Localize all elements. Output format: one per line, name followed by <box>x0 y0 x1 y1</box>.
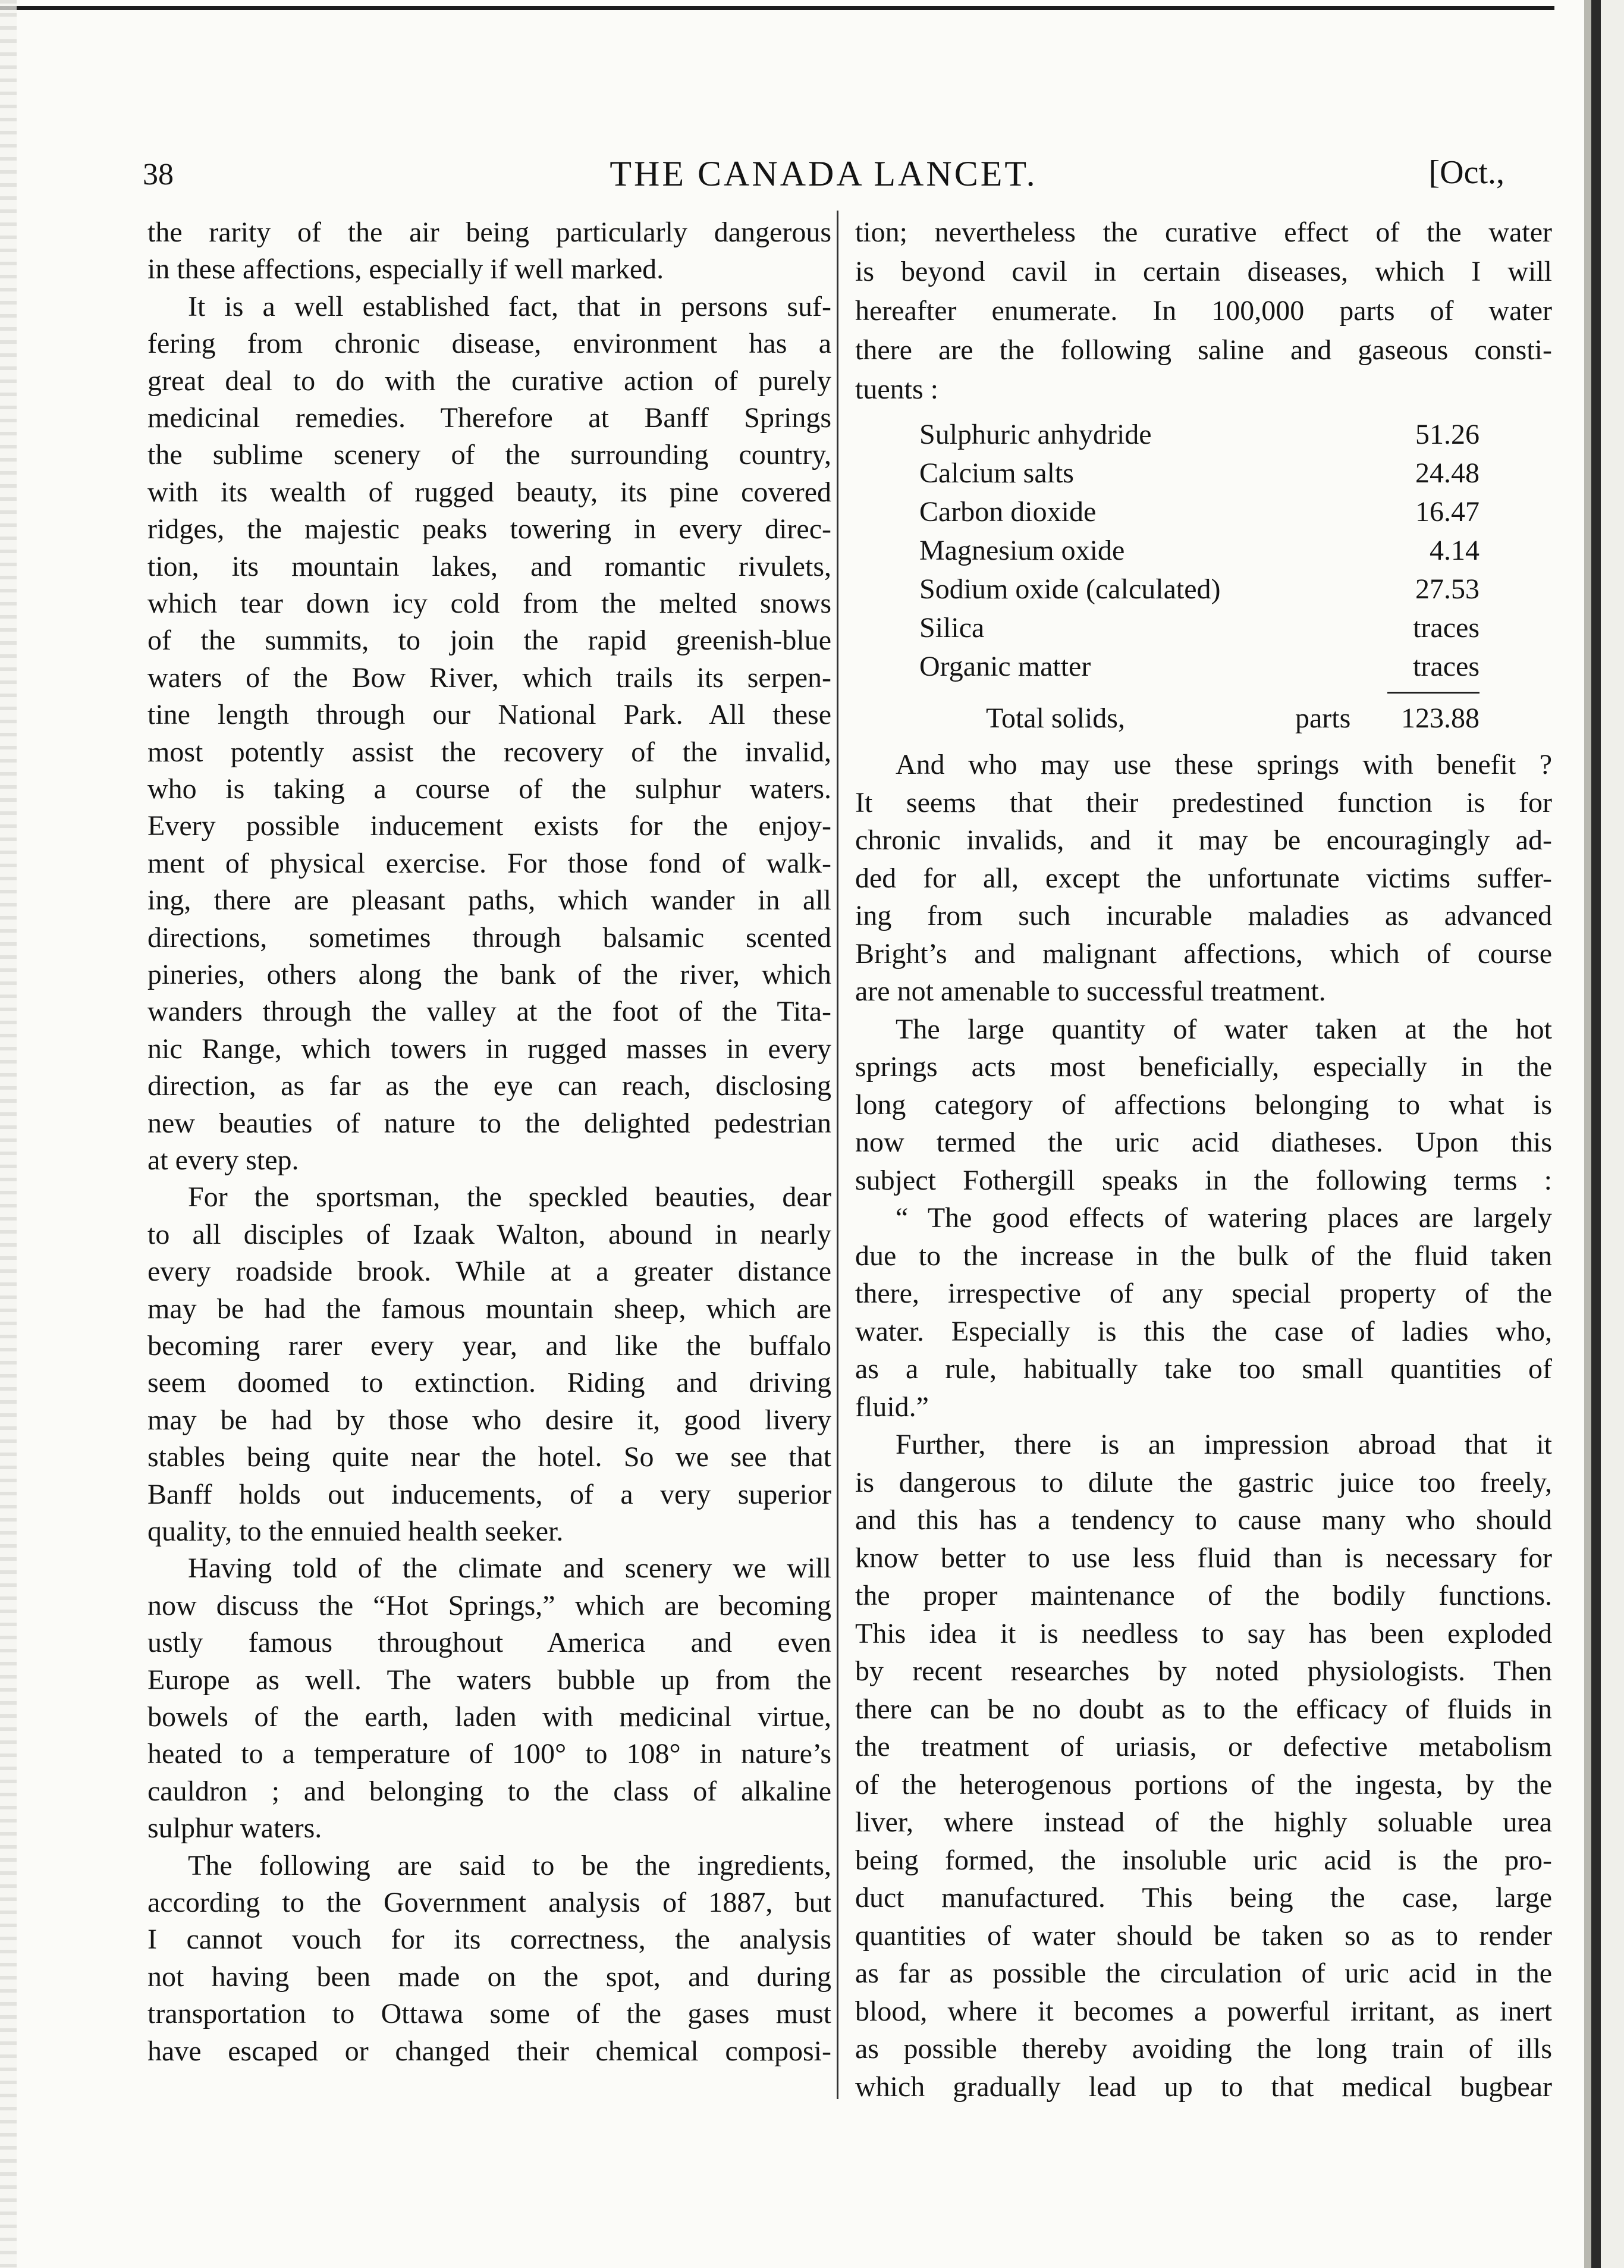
constituent-value: 16.47 <box>1415 496 1479 528</box>
text-line: This idea it is needless to say has been exploded <box>855 1617 1552 1649</box>
text-line: tion, its mountain lakes, and romantic rivulets, <box>147 550 831 582</box>
text-line: great deal to do with the curative action of purely <box>147 365 831 397</box>
text-line: ing from such incurable maladies as advanced <box>855 900 1552 931</box>
left-column <box>147 208 831 2106</box>
text-line: the sublime scenery of the surrounding country, <box>147 439 831 471</box>
text-line: Every possible inducement exists for the enjoy- <box>147 810 831 842</box>
text-line: directions, sometimes through balsamic scented <box>147 921 831 953</box>
analysis-row <box>855 608 1552 648</box>
text-line: And who may use these springs with benefit ? <box>896 749 1552 780</box>
top-rule <box>0 6 1570 10</box>
text-line: of the heterogenous portions of the ingesta, by the <box>855 1768 1552 1800</box>
text-line: the treatment of uriasis, or defective metabolism <box>855 1731 1552 1762</box>
constituent-name: Silica <box>919 612 985 644</box>
text-line: bowels of the earth, laden with medicinal virtue, <box>147 1701 831 1733</box>
text-line: seem doomed to extinction. Riding and driving <box>147 1367 831 1399</box>
text-line: is beyond cavil in certain diseases, which I will <box>855 256 1552 287</box>
constituent-name: Sodium oxide (calculated) <box>919 573 1221 605</box>
text-line: It is a well established fact, that in persons suf- <box>188 290 831 322</box>
text-line: heated to a temperature of 100° to 108° in nature’s <box>147 1738 831 1770</box>
text-line: by recent researches by noted physiologists. Then <box>855 1655 1552 1687</box>
text-line: are not amenable to successful treatment. <box>855 975 1326 1007</box>
text-line: duct manufactured. This being the case, large <box>855 1882 1552 1913</box>
text-line: medicinal remedies. Therefore at Banff Springs <box>147 402 831 434</box>
total-row <box>855 699 1552 738</box>
total-parts: parts <box>1295 702 1351 734</box>
text-line: which tear down icy cold from the melted snows <box>147 588 831 619</box>
text-line: Banff holds out inducements, of a very superior <box>147 1478 831 1510</box>
constituent-value: 24.48 <box>1415 457 1479 489</box>
constituent-value: traces <box>1413 651 1479 682</box>
text-line: water. Especially is this the case of ladies who, <box>855 1315 1552 1347</box>
constituent-name: Calcium salts <box>919 457 1074 489</box>
text-line: wanders through the valley at the foot of the Tita- <box>147 996 831 1028</box>
text-line: tion; nevertheless the curative effect of the water <box>855 217 1552 248</box>
text-line: tine length through our National Park. All these <box>147 699 831 731</box>
text-line: The following are said to be the ingredients, <box>188 1849 831 1881</box>
text-line: pineries, others along the bank of the river, which <box>147 959 831 990</box>
text-line: not having been made on the spot, and during <box>147 1960 831 1993</box>
text-line: waters of the Bow River, which trails its serpen- <box>147 661 831 694</box>
running-head <box>143 146 1504 200</box>
text-line: “ The good effects of watering places are largely <box>896 1202 1552 1234</box>
analysis-row <box>855 415 1552 454</box>
text-line: now termed the uric acid diatheses. Upon this <box>855 1127 1552 1158</box>
constituent-value: 4.14 <box>1430 535 1479 566</box>
text-line: with its wealth of rugged beauty, its pine covered <box>147 476 831 508</box>
column-divider <box>837 211 838 2099</box>
text-line: fering from chronic disease, environment has a <box>147 328 831 360</box>
page-number: 38 <box>143 158 174 192</box>
text-line: quantities of water should be taken so as to render <box>855 1919 1552 1952</box>
text-line: fluid.” <box>855 1391 929 1423</box>
text-line: most potently assist the recovery of the invalid, <box>147 736 831 768</box>
text-line: and this has a tendency to cause many who should <box>855 1504 1552 1536</box>
text-line: stables being quite near the hotel. So we see that <box>147 1441 831 1473</box>
total-label: Total solids, <box>986 702 1125 734</box>
text-line: who is taking a course of the sulphur waters. <box>147 773 831 805</box>
text-line: in these affections, especially if well marked. <box>147 253 664 286</box>
text-line: Further, there is an impression abroad that it <box>896 1429 1552 1460</box>
text-line: becoming rarer every year, and like the buffalo <box>147 1330 831 1362</box>
text-line: Bright’s and malignant affections, which of course <box>855 937 1552 970</box>
text-line: ridges, the majestic peaks towering in every direc- <box>147 513 831 545</box>
text-line: ded for all, except the unfortunate victims suffer- <box>855 862 1552 894</box>
right-column <box>855 208 1552 2106</box>
text-line: know better to use less fluid than is necessary for <box>855 1542 1552 1574</box>
analysis-row <box>855 454 1552 493</box>
text-line: cauldron ; and belonging to the class of alkaline <box>147 1775 831 1807</box>
text-line: tuents : <box>855 374 938 405</box>
text-line: long category of affections belonging to what is <box>855 1088 1552 1121</box>
text-line: new beauties of nature to the delighted pedestrian <box>147 1107 831 1139</box>
text-line: now discuss the “Hot Springs,” which are becoming <box>147 1589 831 1621</box>
text-line: as possible thereby avoiding the long train of ills <box>855 2033 1552 2065</box>
text-line: springs acts most beneficially, especially in the <box>855 1051 1552 1083</box>
text-line: as a rule, habitually take too small quantities of <box>855 1353 1552 1385</box>
analysis-row <box>855 570 1552 609</box>
text-line: blood, where it becomes a powerful irritant, as inert <box>855 1995 1552 2027</box>
text-line: For the sportsman, the speckled beauties, dear <box>188 1181 831 1213</box>
sum-rule <box>1387 692 1479 694</box>
text-line: ment of physical exercise. For those fond of walk- <box>147 847 831 879</box>
text-line: Having told of the climate and scenery we will <box>188 1552 831 1585</box>
text-line: to all disciples of Izaak Walton, abound in nearly <box>147 1218 831 1250</box>
analysis-row <box>855 647 1552 686</box>
text-line: hereafter enumerate. In 100,000 parts of water <box>855 295 1552 327</box>
text-line: according to the Government analysis of 1887, but <box>147 1887 831 1918</box>
analysis-row <box>855 493 1552 532</box>
text-line: there are the following saline and gaseous consti- <box>855 334 1552 366</box>
text-line: is dangerous to dilute the gastric juice too freely, <box>855 1466 1552 1498</box>
text-line: chronic invalids, and it may be encouragingly ad- <box>855 824 1552 856</box>
text-line: ing, there are pleasant paths, which wander in all <box>147 884 831 917</box>
text-line: Europe as well. The waters bubble up from the <box>147 1664 831 1696</box>
analysis-row <box>855 531 1552 570</box>
text-line: subject Fothergill speaks in the following terms : <box>855 1164 1552 1196</box>
text-line: there, irrespective of any special property of the <box>855 1278 1552 1309</box>
issue-month: [Oct., <box>1428 154 1504 191</box>
text-line: may be had the famous mountain sheep, which are <box>147 1293 831 1325</box>
text-line: transportation to Ottawa some of the gases must <box>147 1998 831 2030</box>
text-line: as far as possible the circulation of uric acid in the <box>855 1958 1552 1989</box>
constituent-value: traces <box>1413 612 1479 644</box>
text-line: I cannot vouch for its correctness, the analysis <box>147 1924 831 1956</box>
text-line: every roadside brook. While at a greater distance <box>147 1256 831 1288</box>
text-line: being formed, the insoluble uric acid is the pro- <box>855 1844 1552 1876</box>
text-line: have escaped or changed their chemical composi- <box>147 2035 831 2067</box>
text-line: It seems that their predestined function is for <box>855 786 1552 818</box>
text-line: quality, to the ennuied health seeker. <box>147 1516 564 1547</box>
text-line: of the summits, to join the rapid greenish-blue <box>147 625 831 657</box>
text-line: liver, where instead of the highly soluable urea <box>855 1806 1552 1838</box>
constituent-value: 51.26 <box>1415 419 1479 450</box>
constituent-name: Magnesium oxide <box>919 535 1125 566</box>
total-value: 123.88 <box>1401 702 1479 734</box>
constituent-name: Organic matter <box>919 651 1091 682</box>
scan-left-edge <box>0 0 17 2268</box>
text-line: ustly famous throughout America and even <box>147 1627 831 1659</box>
scan-right-edge <box>1554 0 1624 2268</box>
text-line: the rarity of the air being particularly dangerous <box>147 217 831 248</box>
text-line: nic Range, which towers in rugged masses in every <box>147 1033 831 1065</box>
text-line: direction, as far as the eye can reach, disclosing <box>147 1070 831 1102</box>
constituent-name: Carbon dioxide <box>919 496 1097 528</box>
text-line: due to the increase in the bulk of the fluid taken <box>855 1240 1552 1272</box>
text-line: The large quantity of water taken at the hot <box>896 1013 1552 1045</box>
constituent-value: 27.53 <box>1415 573 1479 605</box>
text-line: at every step. <box>147 1144 299 1176</box>
text-line: the proper maintenance of the bodily functions. <box>855 1580 1552 1611</box>
text-line: may be had by those who desire it, good livery <box>147 1404 831 1436</box>
constituent-name: Sulphuric anhydride <box>919 419 1152 450</box>
text-line: sulphur waters. <box>147 1812 322 1844</box>
text-line: there can be no doubt as to the efficacy of fluids in <box>855 1693 1552 1725</box>
text-line: which gradually lead up to that medical bugbear <box>855 2071 1552 2103</box>
journal-title: THE CANADA LANCET. <box>610 154 1038 193</box>
